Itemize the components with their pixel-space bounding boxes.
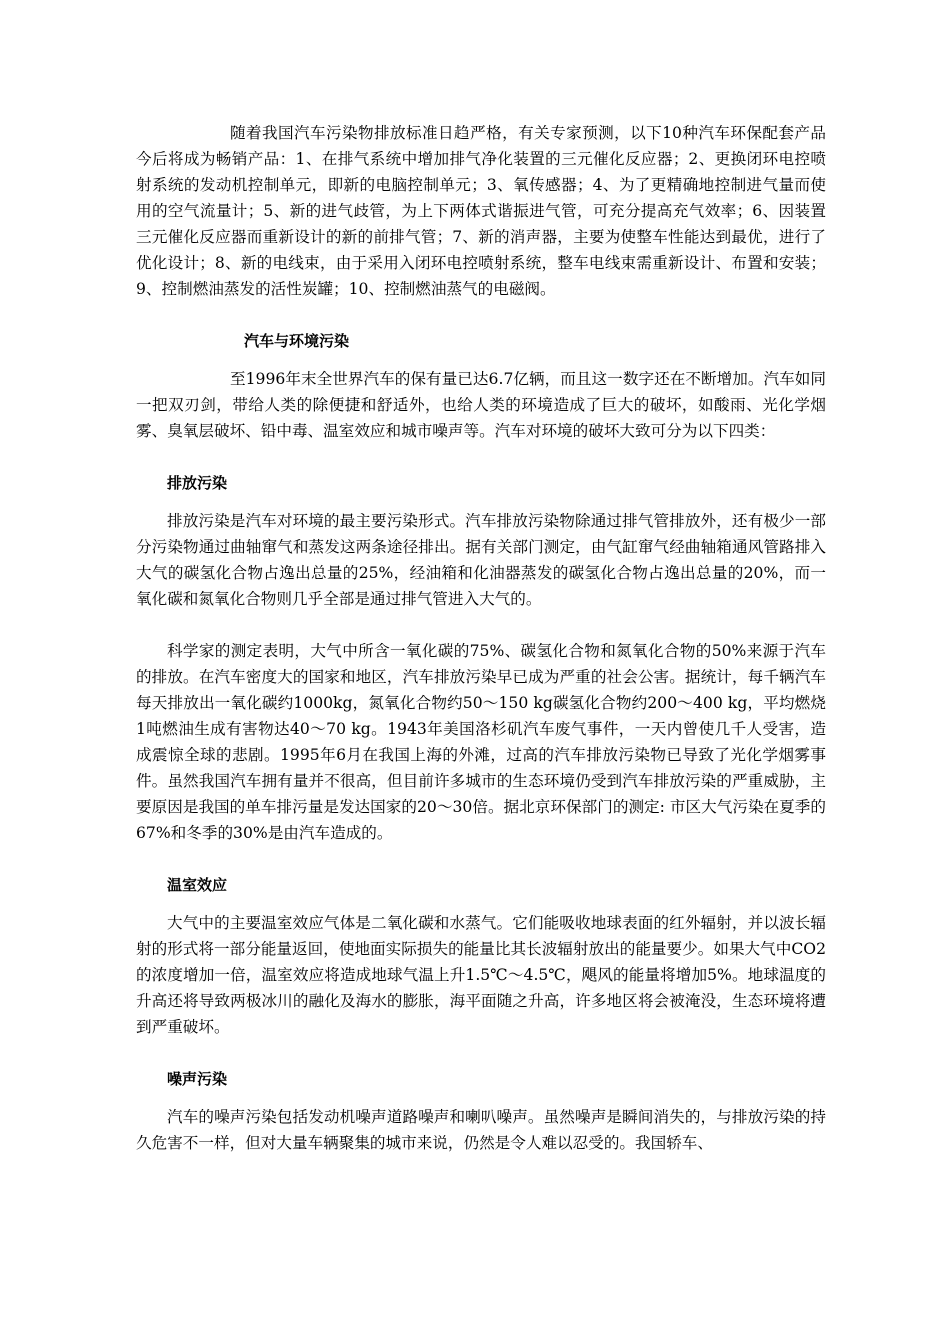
spacer	[136, 496, 826, 508]
spacer	[136, 846, 826, 872]
emission-heading: 排放污染	[167, 474, 228, 492]
spacer	[136, 612, 826, 638]
noise-paragraph: 汽车的噪声污染包括发动机噪声道路噪声和喇叭噪声。虽然噪声是瞬间消失的，与排放污染的持久危害不一样，但对大量车辆聚集的城市来说，仍然是令人难以忍受的。我国轿车、	[136, 1108, 826, 1152]
greenhouse-paragraph: 大气中的主要温室效应气体是二氧化碳和水蒸气。它们能吸收地球表面的红外辐射，并以波长辐射的形式将一部分能量返回，使地面实际损失的能量比其长波辐射放出的能量要少。如果大气中CO2的浓度增加一倍，温室效应将造成地球气温上升1.5℃～4.5℃，飓风的能量将增加5%。地球温度的升高还将导致两极冰川的融化及海水的膨胀，海平面随之升高，许多地区将会被淹没，生态环境将遭到严重破坏。	[136, 914, 826, 1036]
spacer	[136, 302, 826, 328]
emission-paragraph-1: 排放污染是汽车对环境的最主要污染形式。汽车排放污染物除通过排气管排放外，还有极少一部分污染物通过曲轴窜气和蒸发这两条途径排出。据有关部门测定，由气缸窜气经曲轴箱通风管路排入大气的碳氢化合物占逸出总量的25%，经油箱和化油器蒸发的碳氢化合物占逸出总量的20%，而一氧化碳和氮氧化合物则几乎全部是通过排气管进入大气的。	[136, 512, 826, 608]
document-page	[136, 120, 826, 1156]
spacer	[136, 354, 826, 366]
spacer	[136, 444, 826, 470]
spacer	[136, 898, 826, 910]
noise-heading: 噪声污染	[167, 1070, 228, 1088]
emission-paragraph-2: 科学家的测定表明，大气中所含一氧化碳的75%、碳氢化合物和氮氧化合物的50%来源于汽车的排放。在汽车密度大的国家和地区，汽车排放污染早已成为严重的社会公害。据统计，每千辆汽车每天排放出一氧化碳约1000kg，氮氧化合物约50～150 kg碳氢化合物约200～400 kg，平均燃烧1吨燃油生成有害物达40～70 kg。1943年美国洛杉矶汽车废气事件，一天内曾使几千人受害，造成震惊全球的悲剧。1995年6月在我国上海的外滩，过高的汽车排放污染物已导致了光化学烟雾事件。虽然我国汽车拥有量并不很高，但目前许多城市的生态环境仍受到汽车排放污染的严重威胁，主要原因是我国的单车排污量是发达国家的20～30倍。据北京环保部门的测定: 市区大气污染在夏季的67%和冬季的30%是由汽车造成的。	[136, 642, 826, 842]
spacer	[136, 1040, 826, 1066]
spacer	[136, 1092, 826, 1104]
section-intro-paragraph: 至1996年末全世界汽车的保有量已达6.7亿辆，而且这一数字还在不断增加。汽车如同一把双刃剑，带给人类的除便捷和舒适外，也给人类的环境造成了巨大的破坏，如酸雨、光化学烟雾、臭氧层破坏、铅中毒、温室效应和城市噪声等。汽车对环境的破坏大致可分为以下四类：	[136, 370, 826, 440]
greenhouse-heading: 温室效应	[167, 876, 228, 894]
intro-paragraph: 随着我国汽车污染物排放标准日趋严格，有关专家预测，以下10种汽车环保配套产品今后将成为畅销产品：1、在排气系统中增加排气净化装置的三元催化反应器；2、更换闭环电控喷射系统的发动机控制单元，即新的电脑控制单元；3、氧传感器；4、为了更精确地控制进气量而使用的空气流量计；5、新的进气歧管，为上下两体式谐振进气管，可充分提高充气效率；6、因装置三元催化反应器而重新设计的新的前排气管；7、新的消声器，主要为使整车性能达到最优，进行了优化设计；8、新的电线束，由于采用入闭环电控喷射系统，整车电线束需重新设计、布置和安装；9、控制燃油蒸发的活性炭罐；10、控制燃油蒸气的电磁阀。	[136, 124, 826, 298]
section-title: 汽车与环境污染	[244, 332, 350, 350]
